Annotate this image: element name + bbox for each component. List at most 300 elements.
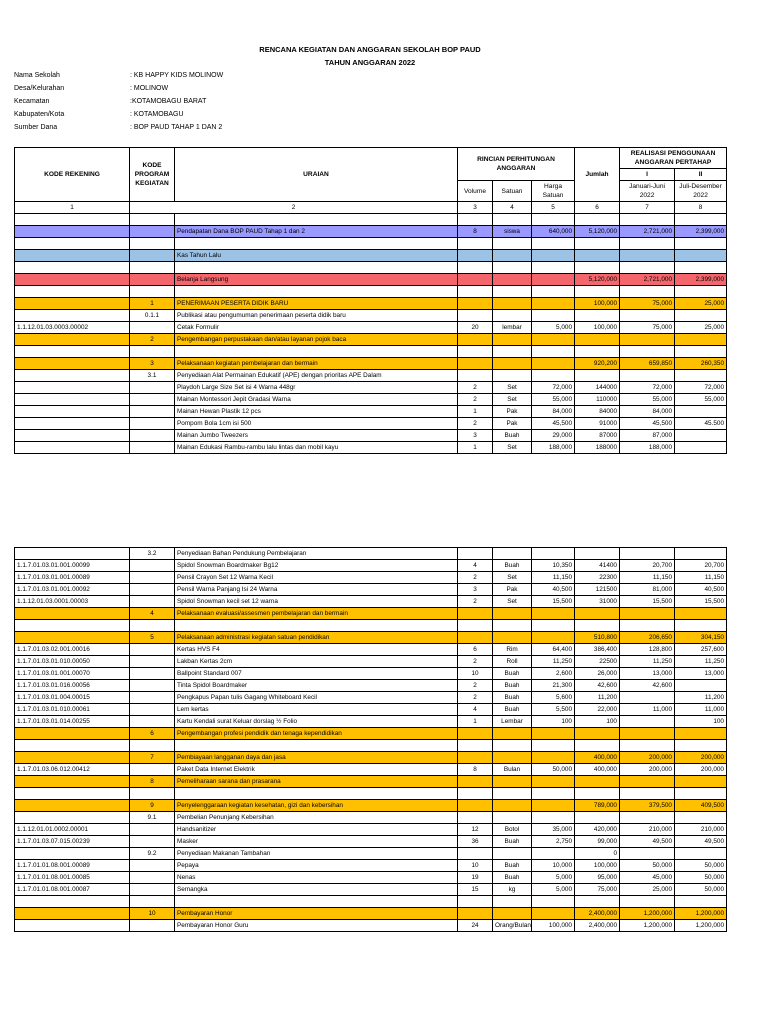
- cell-harga: 2,750: [532, 836, 575, 848]
- cell-jumlah: 5,120,000: [575, 274, 620, 286]
- table-row: [15, 548, 727, 560]
- cell-volume: 2: [458, 418, 493, 430]
- cell-tahap-1: [620, 214, 675, 226]
- cell-volume: 1: [458, 406, 493, 418]
- cell-tahap-2: [675, 250, 727, 262]
- cell-volume: 2: [458, 680, 493, 692]
- cell-harga: 5,000: [532, 872, 575, 884]
- cell-tahap-1: 659,850: [620, 358, 675, 370]
- cell-kode-rekening: 1.1.7.01.03.01.001.00099: [15, 560, 130, 572]
- table-row: [15, 752, 727, 764]
- cell-kode-program: [130, 286, 175, 298]
- cell-tahap-2: 50,000: [675, 884, 727, 896]
- cell-satuan: lembar: [493, 322, 532, 334]
- cell-satuan: Botol: [493, 824, 532, 836]
- cell-tahap-1: 1,200,000: [620, 908, 675, 920]
- cell-tahap-1: [620, 692, 675, 704]
- cell-tahap-1: 55,000: [620, 394, 675, 406]
- cell-kode-program: 3.1: [130, 370, 175, 382]
- cell-tahap-1: 2,721,000: [620, 274, 675, 286]
- cell-tahap-1: 75,000: [620, 322, 675, 334]
- cell-uraian: Mainan Edukasi Rambu-rambu lalu lintas dan mobil kayu: [175, 442, 458, 454]
- cell-kode-rekening: [15, 286, 130, 298]
- cell-kode-rekening: [15, 394, 130, 406]
- cell-harga: [532, 346, 575, 358]
- cell-tahap-2: [675, 346, 727, 358]
- cell-tahap-1: 200,000: [620, 764, 675, 776]
- cell-kode-rekening: 1.1.7.01.03.01.014.00255: [15, 716, 130, 728]
- cell-tahap-2: [675, 812, 727, 824]
- cell-kode-program: 2: [130, 334, 175, 346]
- cell-tahap-1: 210,000: [620, 824, 675, 836]
- cell-tahap-2: 40,500: [675, 584, 727, 596]
- cell-kode-rekening: [15, 908, 130, 920]
- cell-kode-program: [130, 238, 175, 250]
- cell-satuan: [493, 334, 532, 346]
- info-value: : KB HAPPY KIDS MOLINOW: [130, 72, 224, 79]
- cell-volume: [458, 548, 493, 560]
- cell-kode-program: 0.1.1: [130, 310, 175, 322]
- cell-kode-rekening: [15, 740, 130, 752]
- cell-tahap-2: [675, 728, 727, 740]
- cell-kode-rekening: [15, 346, 130, 358]
- cell-jumlah: [575, 346, 620, 358]
- cell-tahap-2: [675, 334, 727, 346]
- cell-jumlah: [575, 548, 620, 560]
- cell-jumlah: 87000: [575, 430, 620, 442]
- cell-uraian: Spidol Snowman Boardmaker Bg12: [175, 560, 458, 572]
- cell-harga: 5,000: [532, 884, 575, 896]
- cell-tahap-1: [620, 310, 675, 322]
- cell-jumlah: 22300: [575, 572, 620, 584]
- cell-tahap-2: [675, 788, 727, 800]
- cell-harga: [532, 908, 575, 920]
- table-row: [15, 824, 727, 836]
- cell-kode-rekening: [15, 896, 130, 908]
- cell-tahap-2: 11,250: [675, 656, 727, 668]
- budget-table-part1: [14, 147, 727, 454]
- cell-kode-rekening: 1.1.7.01.03.01.001.00070: [15, 668, 130, 680]
- table-row: [15, 836, 727, 848]
- cell-satuan: Rim: [493, 644, 532, 656]
- cell-kode-rekening: 1.1.7.01.03.01.001.00092: [15, 584, 130, 596]
- table-row: [15, 728, 727, 740]
- table-row: [15, 716, 727, 728]
- cell-satuan: [493, 632, 532, 644]
- header-kode-rekening: KODE REKENING: [15, 148, 130, 202]
- cell-jumlah: 31000: [575, 596, 620, 608]
- cell-harga: [532, 812, 575, 824]
- cell-uraian: Paket Data Internet Elektrik: [175, 764, 458, 776]
- cell-kode-rekening: [15, 548, 130, 560]
- cell-kode-program: 9.2: [130, 848, 175, 860]
- table-row: [15, 226, 727, 238]
- cell-harga: 10,000: [532, 860, 575, 872]
- cell-jumlah: [575, 788, 620, 800]
- cell-satuan: [493, 812, 532, 824]
- cell-tahap-1: [620, 286, 675, 298]
- cell-jumlah: 920,200: [575, 358, 620, 370]
- table-row: [15, 286, 727, 298]
- cell-kode-rekening: [15, 752, 130, 764]
- table-row: [15, 608, 727, 620]
- cell-tahap-2: [675, 896, 727, 908]
- cell-tahap-2: [675, 680, 727, 692]
- cell-kode-program: [130, 740, 175, 752]
- cell-tahap-1: [620, 346, 675, 358]
- cell-jumlah: 99,000: [575, 836, 620, 848]
- table-row: [15, 560, 727, 572]
- cell-satuan: [493, 620, 532, 632]
- header-uraian: URAIAN: [175, 148, 458, 202]
- cell-satuan: Pak: [493, 418, 532, 430]
- cell-jumlah: 91000: [575, 418, 620, 430]
- cell-volume: 2: [458, 596, 493, 608]
- cell-kode-program: [130, 692, 175, 704]
- cell-uraian: Pembayaran Honor Guru: [175, 920, 458, 932]
- cell-tahap-1: [620, 334, 675, 346]
- cell-harga: [532, 620, 575, 632]
- cell-tahap-2: 50,000: [675, 860, 727, 872]
- cell-uraian: Penyediaan Bahan Pendukung Pembelajaran: [175, 548, 458, 560]
- cell-kode-rekening: [15, 848, 130, 860]
- cell-jumlah: 144000: [575, 382, 620, 394]
- cell-kode-program: [130, 418, 175, 430]
- info-value: : BOP PAUD TAHAP 1 DAN 2: [130, 124, 223, 131]
- cell-tahap-1: 188,000: [620, 442, 675, 454]
- cell-harga: [532, 286, 575, 298]
- table-row: [15, 334, 727, 346]
- cell-tahap-2: 49,500: [675, 836, 727, 848]
- table-row: [15, 572, 727, 584]
- table-row: [15, 346, 727, 358]
- cell-tahap-2: 11,000: [675, 704, 727, 716]
- cell-harga: 50,000: [532, 764, 575, 776]
- cell-harga: [532, 632, 575, 644]
- cell-harga: [532, 848, 575, 860]
- cell-harga: 5,000: [532, 322, 575, 334]
- cell-jumlah: [575, 620, 620, 632]
- cell-tahap-2: [675, 370, 727, 382]
- cell-harga: 2,600: [532, 668, 575, 680]
- cell-harga: [532, 238, 575, 250]
- cell-uraian: PENERIMAAN PESERTA DIDIK BARU: [175, 298, 458, 310]
- cell-kode-rekening: [15, 728, 130, 740]
- cell-harga: [532, 776, 575, 788]
- cell-tahap-1: 15,500: [620, 596, 675, 608]
- cell-jumlah: 510,800: [575, 632, 620, 644]
- cell-harga: [532, 608, 575, 620]
- cell-harga: [532, 728, 575, 740]
- cell-kode-program: [130, 262, 175, 274]
- cell-uraian: Pelaksanaan administrasi kegiatan satuan pendidikan: [175, 632, 458, 644]
- cell-tahap-2: 2,399,000: [675, 274, 727, 286]
- cell-kode-program: [130, 382, 175, 394]
- cell-satuan: [493, 608, 532, 620]
- cell-kode-program: [130, 322, 175, 334]
- cell-harga: [532, 214, 575, 226]
- cell-tahap-2: [675, 430, 727, 442]
- cell-kode-rekening: [15, 382, 130, 394]
- cell-satuan: Buah: [493, 704, 532, 716]
- cell-tahap-2: [675, 442, 727, 454]
- cell-volume: 3: [458, 430, 493, 442]
- cell-uraian: [175, 740, 458, 752]
- cell-kode-rekening: 1.1.7.01.01.08.001.00087: [15, 884, 130, 896]
- cell-tahap-2: 1,200,000: [675, 920, 727, 932]
- cell-harga: [532, 548, 575, 560]
- cell-kode-rekening: [15, 238, 130, 250]
- column-number: 1: [15, 202, 130, 214]
- cell-tahap-2: 200,000: [675, 752, 727, 764]
- cell-tahap-1: 200,000: [620, 752, 675, 764]
- cell-kode-rekening: 1.1.12.01.01.0002.00001: [15, 824, 130, 836]
- cell-kode-program: [130, 250, 175, 262]
- cell-uraian: Lem kertas: [175, 704, 458, 716]
- cell-tahap-2: [675, 740, 727, 752]
- cell-satuan: Buah: [493, 860, 532, 872]
- cell-kode-rekening: [15, 406, 130, 418]
- cell-jumlah: 2,400,000: [575, 908, 620, 920]
- table-row: [15, 430, 727, 442]
- cell-satuan: Set: [493, 596, 532, 608]
- cell-jumlah: [575, 812, 620, 824]
- cell-uraian: [175, 346, 458, 358]
- cell-kode-rekening: [15, 226, 130, 238]
- cell-uraian: Mainan Montessori Jepit Gradasi Warna: [175, 394, 458, 406]
- cell-uraian: [175, 238, 458, 250]
- cell-uraian: Tinta Spidol Boardmaker: [175, 680, 458, 692]
- cell-kode-program: 5: [130, 632, 175, 644]
- table-row: [15, 740, 727, 752]
- cell-kode-program: [130, 214, 175, 226]
- cell-uraian: Pepaya: [175, 860, 458, 872]
- cell-satuan: Lembar: [493, 716, 532, 728]
- cell-uraian: Handsanitizer: [175, 824, 458, 836]
- cell-uraian: Pengkapus Papan tulis Gagang Whiteboard Kecil: [175, 692, 458, 704]
- table-row: [15, 358, 727, 370]
- column-number: 8: [675, 202, 727, 214]
- table-row: [15, 776, 727, 788]
- cell-jumlah: 84000: [575, 406, 620, 418]
- cell-volume: [458, 608, 493, 620]
- cell-uraian: Pensil Crayon Set 12 Warna Kecil: [175, 572, 458, 584]
- table-row: [15, 788, 727, 800]
- cell-volume: 8: [458, 764, 493, 776]
- table-row: [15, 680, 727, 692]
- cell-tahap-1: 379,500: [620, 800, 675, 812]
- cell-kode-program: 9.1: [130, 812, 175, 824]
- cell-volume: [458, 334, 493, 346]
- cell-volume: 4: [458, 704, 493, 716]
- cell-jumlah: 420,000: [575, 824, 620, 836]
- table-row: [15, 908, 727, 920]
- cell-tahap-1: 206,650: [620, 632, 675, 644]
- cell-harga: 188,000: [532, 442, 575, 454]
- cell-kode-program: 4: [130, 608, 175, 620]
- cell-tahap-1: 13,000: [620, 668, 675, 680]
- cell-harga: 5,500: [532, 704, 575, 716]
- cell-uraian: [175, 788, 458, 800]
- cell-tahap-2: [675, 608, 727, 620]
- cell-harga: [532, 896, 575, 908]
- cell-satuan: [493, 250, 532, 262]
- cell-jumlah: 121500: [575, 584, 620, 596]
- cell-tahap-1: 45,000: [620, 872, 675, 884]
- cell-tahap-1: 84,000: [620, 406, 675, 418]
- cell-uraian: Mainan Jumbo Tweezers: [175, 430, 458, 442]
- cell-harga: 45,500: [532, 418, 575, 430]
- cell-kode-program: [130, 644, 175, 656]
- cell-tahap-2: 210,000: [675, 824, 727, 836]
- cell-kode-rekening: [15, 632, 130, 644]
- header-volume: Volume: [458, 181, 493, 202]
- cell-jumlah: 11,200: [575, 692, 620, 704]
- table-row: [15, 644, 727, 656]
- table-row: [15, 860, 727, 872]
- cell-tahap-2: 409,500: [675, 800, 727, 812]
- table-row: [15, 394, 727, 406]
- table-row: [15, 584, 727, 596]
- cell-harga: 11,250: [532, 656, 575, 668]
- cell-harga: 11,150: [532, 572, 575, 584]
- cell-kode-rekening: [15, 214, 130, 226]
- cell-volume: [458, 740, 493, 752]
- cell-harga: 64,400: [532, 644, 575, 656]
- cell-volume: [458, 800, 493, 812]
- cell-tahap-1: 11,250: [620, 656, 675, 668]
- cell-volume: [458, 812, 493, 824]
- cell-satuan: Orang/Bulan: [493, 920, 532, 932]
- cell-tahap-2: [675, 406, 727, 418]
- cell-kode-rekening: 1.1.7.01.03.07.015.00239: [15, 836, 130, 848]
- cell-tahap-2: 25,000: [675, 298, 727, 310]
- cell-volume: 20: [458, 322, 493, 334]
- cell-kode-program: [130, 274, 175, 286]
- cell-harga: 5,600: [532, 692, 575, 704]
- cell-tahap-1: 25,000: [620, 884, 675, 896]
- cell-tahap-2: [675, 214, 727, 226]
- info-label: Kabupaten/Kota: [14, 111, 65, 118]
- cell-uraian: Pensil Warna Panjang Isi 24 Warna: [175, 584, 458, 596]
- header-satuan: Satuan: [493, 181, 532, 202]
- cell-jumlah: 100: [575, 716, 620, 728]
- cell-kode-rekening: [15, 812, 130, 824]
- cell-jumlah: 100,000: [575, 860, 620, 872]
- cell-kode-rekening: [15, 250, 130, 262]
- cell-satuan: Buah: [493, 668, 532, 680]
- cell-tahap-2: [675, 548, 727, 560]
- cell-harga: [532, 740, 575, 752]
- cell-tahap-2: 100: [675, 716, 727, 728]
- table-row: [15, 872, 727, 884]
- cell-kode-program: [130, 346, 175, 358]
- cell-tahap-1: 1,200,000: [620, 920, 675, 932]
- cell-tahap-1: 42,600: [620, 680, 675, 692]
- cell-volume: [458, 620, 493, 632]
- cell-volume: [458, 370, 493, 382]
- cell-kode-program: [130, 836, 175, 848]
- cell-satuan: [493, 848, 532, 860]
- cell-jumlah: 22,000: [575, 704, 620, 716]
- table-row: [15, 656, 727, 668]
- cell-kode-rekening: 1.1.7.01.03.01.016.00056: [15, 680, 130, 692]
- cell-uraian: [175, 620, 458, 632]
- cell-volume: 1: [458, 442, 493, 454]
- cell-jumlah: 386,400: [575, 644, 620, 656]
- table-row: [15, 632, 727, 644]
- cell-jumlah: [575, 334, 620, 346]
- cell-kode-rekening: [15, 442, 130, 454]
- table-row: [15, 418, 727, 430]
- cell-kode-program: 3.2: [130, 548, 175, 560]
- cell-uraian: Spidol Snowman kecil set 12 warna: [175, 596, 458, 608]
- cell-tahap-1: [620, 716, 675, 728]
- cell-satuan: [493, 908, 532, 920]
- cell-kode-program: [130, 656, 175, 668]
- cell-tahap-2: [675, 310, 727, 322]
- cell-uraian: Kartu Kendali surat Keluar dorslag ½ Folio: [175, 716, 458, 728]
- cell-kode-program: [130, 394, 175, 406]
- cell-tahap-2: 50,000: [675, 872, 727, 884]
- table-row: [15, 322, 727, 334]
- cell-tahap-2: 25,000: [675, 322, 727, 334]
- cell-harga: [532, 250, 575, 262]
- document-title: RENCANA KEGIATAN DAN ANGGARAN SEKOLAH BOP PAUD: [259, 45, 481, 54]
- cell-volume: [458, 298, 493, 310]
- cell-satuan: Bulan: [493, 764, 532, 776]
- header-periode-1: Januari-Juni 2022: [620, 181, 675, 202]
- table-row: [15, 214, 727, 226]
- cell-kode-rekening: 1.1.12.01.03.0003.00002: [15, 322, 130, 334]
- cell-kode-program: [130, 572, 175, 584]
- cell-tahap-2: 11,200: [675, 692, 727, 704]
- table-row: [15, 238, 727, 250]
- cell-tahap-2: 304,150: [675, 632, 727, 644]
- cell-kode-rekening: [15, 262, 130, 274]
- cell-volume: 4: [458, 560, 493, 572]
- cell-uraian: Mainan Hewan Plastik 12 pcs: [175, 406, 458, 418]
- document-subtitle: TAHUN ANGGARAN 2022: [324, 58, 416, 67]
- cell-volume: 15: [458, 884, 493, 896]
- cell-volume: 36: [458, 836, 493, 848]
- cell-satuan: Set: [493, 572, 532, 584]
- cell-volume: 10: [458, 860, 493, 872]
- cell-harga: 10,350: [532, 560, 575, 572]
- cell-uraian: Pembiayaan langganan daya dan jasa: [175, 752, 458, 764]
- cell-kode-rekening: [15, 776, 130, 788]
- cell-uraian: Penyediaan Alat Permainan Edukatif (APE) dengan prioritas APE Dalam: [175, 370, 458, 382]
- cell-kode-program: [130, 872, 175, 884]
- cell-jumlah: [575, 740, 620, 752]
- cell-jumlah: 110000: [575, 394, 620, 406]
- cell-satuan: [493, 358, 532, 370]
- column-number: 5: [532, 202, 575, 214]
- cell-kode-program: 3: [130, 358, 175, 370]
- cell-kode-rekening: [15, 310, 130, 322]
- cell-kode-program: 10: [130, 908, 175, 920]
- cell-kode-rekening: 1.1.12.01.03.0001.00003: [15, 596, 130, 608]
- column-number: 4: [493, 202, 532, 214]
- cell-jumlah: [575, 896, 620, 908]
- cell-satuan: [493, 298, 532, 310]
- cell-volume: [458, 250, 493, 262]
- cell-harga: [532, 800, 575, 812]
- cell-uraian: Pendapatan Dana BOP PAUD Tahap 1 dan 2: [175, 226, 458, 238]
- cell-harga: [532, 310, 575, 322]
- cell-harga: 72,000: [532, 382, 575, 394]
- table-row: [15, 310, 727, 322]
